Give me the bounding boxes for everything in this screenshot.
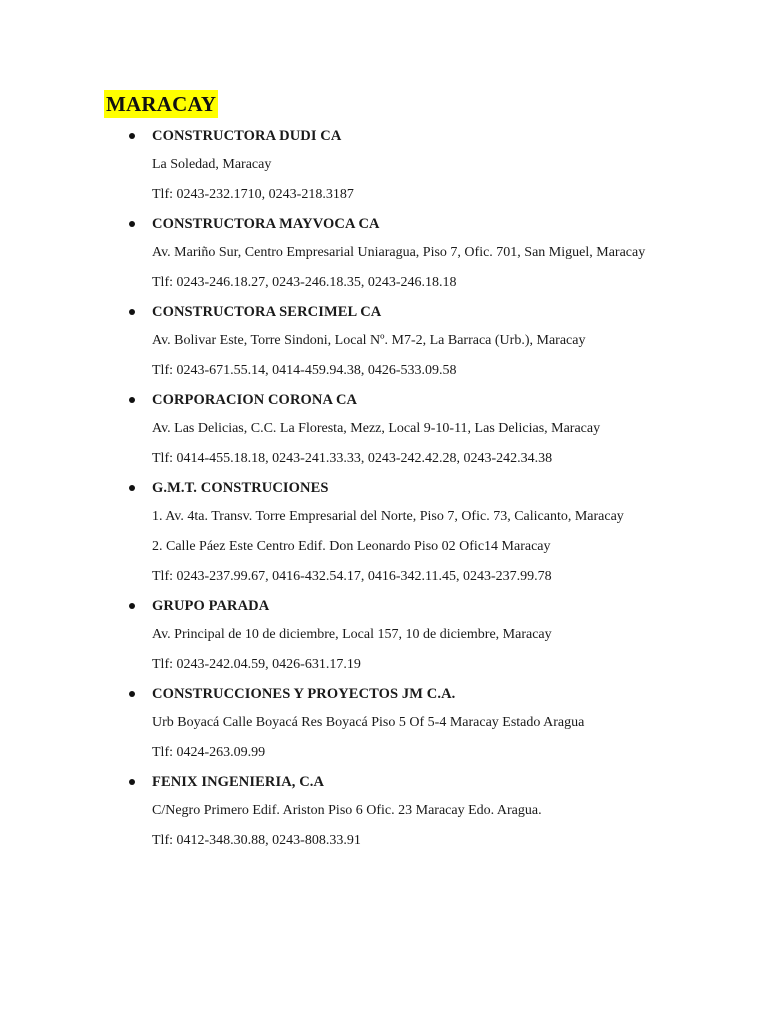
company-address: 1. Av. 4ta. Transv. Torre Empresarial del Norte, Piso 7, Ofic. 73, Calicanto, Maracay [152,509,624,524]
company-address: 2. Calle Páez Este Centro Edif. Don Leonardo Piso 02 Ofic14 Maracay [152,539,551,554]
bullet-icon [129,485,135,491]
company-address: Av. Principal de 10 de diciembre, Local 157, 10 de diciembre, Maracay [152,627,552,642]
company-entry-jm [0,684,768,762]
company-entry-mayvoca [0,214,768,292]
company-name: CONSTRUCTORA SERCIMEL CA [152,304,382,320]
company-name: GRUPO PARADA [152,598,270,614]
company-name: CONSTRUCTORA DUDI CA [152,128,342,144]
company-entry-fenix [0,772,768,850]
company-phone: Tlf: 0243-246.18.27, 0243-246.18.35, 0243-246.18.18 [152,275,457,290]
company-list [0,126,768,860]
section-title: MARACAY [106,92,217,116]
bullet-icon [129,133,135,139]
bullet-icon [129,603,135,609]
company-phone: Tlf: 0243-237.99.67, 0416-432.54.17, 0416-342.11.45, 0243-237.99.78 [152,569,552,584]
company-name: CONSTRUCCIONES Y PROYECTOS JM C.A. [152,686,456,702]
company-name: G.M.T. CONSTRUCIONES [152,480,329,496]
company-phone: Tlf: 0424-263.09.99 [152,745,266,760]
company-address: Urb Boyacá Calle Boyacá Res Boyacá Piso 5 Of 5-4 Maracay Estado Aragua [152,715,585,730]
company-phone: Tlf: 0412-348.30.88, 0243-808.33.91 [152,833,361,848]
company-address: Av. Las Delicias, C.C. La Floresta, Mezz, Local 9-10-11, Las Delicias, Maracay [152,421,601,436]
company-entry-corona [0,390,768,468]
company-phone: Tlf: 0243-242.04.59, 0426-631.17.19 [152,657,361,672]
company-address: Av. Mariño Sur, Centro Empresarial Uniaragua, Piso 7, Ofic. 701, San Miguel, Maracay [152,245,646,260]
company-entry-dudi [0,126,768,204]
company-name: CORPORACION CORONA CA [152,392,358,408]
bullet-icon [129,309,135,315]
bullet-icon [129,691,135,697]
company-phone: Tlf: 0243-232.1710, 0243-218.3187 [152,187,354,202]
company-phone: Tlf: 0243-671.55.14, 0414-459.94.38, 0426-533.09.58 [152,363,457,378]
bullet-icon [129,779,135,785]
company-address: Av. Bolivar Este, Torre Sindoni, Local Nº. M7-2, La Barraca (Urb.), Maracay [152,333,586,348]
bullet-icon [129,221,135,227]
company-address: La Soledad, Maracay [152,157,272,172]
company-address: C/Negro Primero Edif. Ariston Piso 6 Ofic. 23 Maracay Edo. Aragua. [152,803,542,818]
bullet-icon [129,397,135,403]
company-entry-parada [0,596,768,674]
company-entry-sercimel [0,302,768,380]
company-name: FENIX INGENIERIA, C.A [152,774,325,790]
company-entry-gmt [0,478,768,586]
company-name: CONSTRUCTORA MAYVOCA CA [152,216,380,232]
company-phone: Tlf: 0414-455.18.18, 0243-241.33.33, 0243-242.42.28, 0243-242.34.38 [152,451,553,466]
